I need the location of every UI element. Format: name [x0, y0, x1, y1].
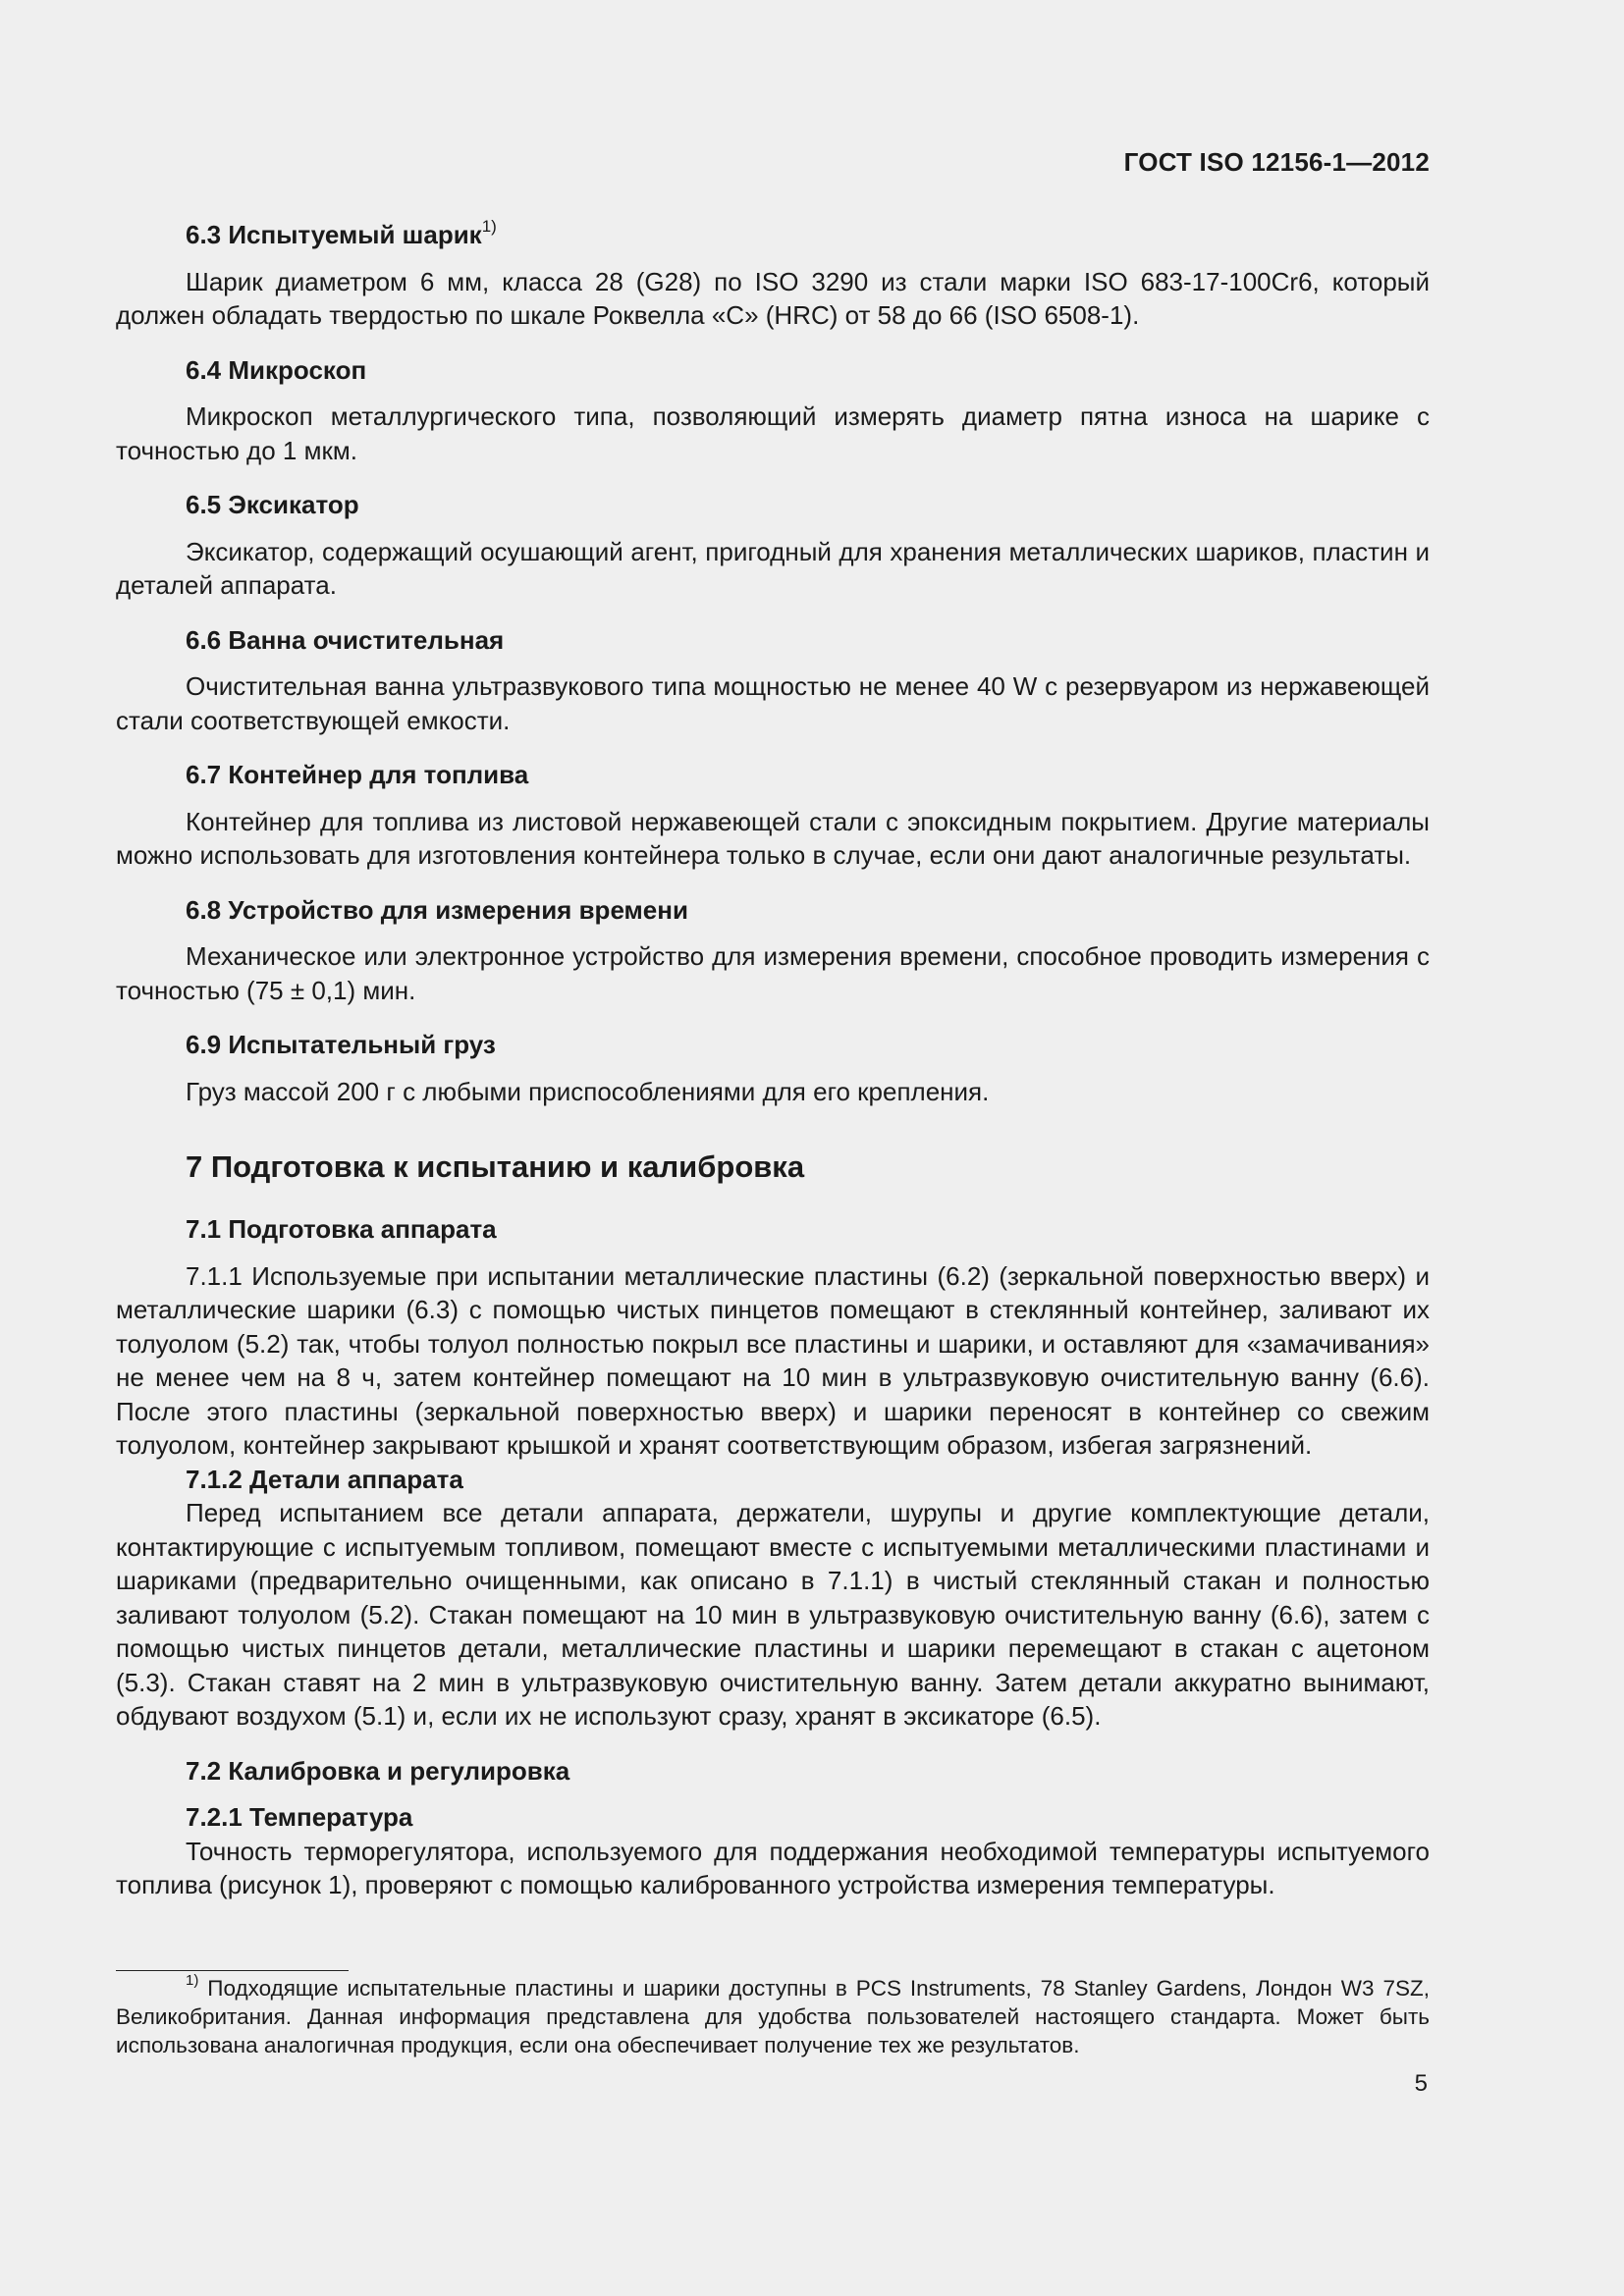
section-6-5-heading: 6.5 Эксикатор [186, 490, 359, 519]
section-7-2-1-heading: 7.2.1 Температура [186, 1802, 413, 1832]
section-7-1-1-text: 7.1.1 Используемые при испытании металлические пластины (6.2) (зеркальной поверхностью вверх) и металлические шарики (6.3) с помощью чистых пинцетов помещают в стеклянный контейнер, заливают их толуолом (5.2) так, чтобы толуол полностью покрыл все пластины и шарики, и оставляют для «замачивания» не менее чем на 8 ч, затем контейнер помещают на 10 мин в ультразвуковую очистительную ванну (6.6). После этого пластины (зеркальной поверхностью вверх) и шарики переносят в контейнер со свежим толуолом, контейнер закрывают крышкой и хранят соответствующим образом, избегая загрязнений. [116, 1260, 1430, 1460]
section-7-2-1-text: Точность терморегулятора, используемого для поддержания необходимой температуры испытуемого топлива (рисунок 1), проверяют с помощью калиброванного устройства измерения температуры. [116, 1836, 1430, 1899]
footnote [116, 1971, 1430, 2059]
document-body [116, 218, 1430, 1902]
standard-code-header: ГОСТ ISO 12156-1—2012 [1123, 147, 1430, 177]
footnote-separator [116, 1970, 349, 1971]
section-7-1-heading: 7.1 Подготовка аппарата [186, 1214, 497, 1244]
section-6-9-text: Груз массой 200 г с любыми приспособлениями для его крепления. [186, 1076, 990, 1106]
section-6-7-heading: 6.7 Контейнер для топлива [186, 760, 529, 789]
section-6-4-text: Микроскоп металлургического типа, позволяющий измерять диаметр пятна износа на шарике с точностью до 1 мкм. [116, 401, 1430, 465]
footnote-text: Подходящие испытательные пластины и шарики доступны в PCS Instruments, 78 Stanley Gardens, Лондон W3 7SZ, Великобритания. Данная информация представлена для удобства пользователей настоящего стандарта. Может быть использована аналогичная продукция, если она обеспечивает получение тех же результатов. [116, 1976, 1430, 2057]
section-6-3-heading [116, 218, 1430, 252]
section-7-2-heading: 7.2 Калибровка и регулировка [186, 1755, 570, 1786]
section-7-1-2-text: Перед испытанием все детали аппарата, держатели, шурупы и другие комплектующие детали, контактирующие с испытуемым топливом, помещают вместе с испытуемыми металлическими пластинами и шариками (предварительно очищенными, как описано в 7.1.1) в чистый стеклянный стакан и полностью заливают толуолом (5.2). Стакан помещают на 10 мин в ультразвуковую очистительную ванну (6.6), затем с помощью чистых пинцетов детали, металлические пластины и шарики перемещают в стакан с ацетоном (5.3). Стакан ставят на 2 мин в ультразвуковую очистительную ванну. Затем детали аккуратно вынимают, обдувают воздухом (5.1) и, если их не используют сразу, хранят в эксикаторе (6.5). [116, 1498, 1430, 1731]
footnote-reference: 1) [481, 217, 497, 237]
section-7-heading: 7 Подготовка к испытанию и калибровка [186, 1149, 805, 1184]
section-6-7-text: Контейнер для топлива из листовой нержавеющей стали с эпоксидным покрытием. Другие материалы можно использовать для изготовления контейнера только в случае, если они дают аналогичные результаты. [116, 806, 1430, 870]
section-6-3-title: 6.3 Испытуемый шарик [186, 220, 482, 249]
footnote-mark: 1) [186, 1971, 199, 1989]
section-6-4-heading: 6.4 Микроскоп [186, 354, 367, 385]
section-6-6-text: Очистительная ванна ультразвукового типа мощностью не менее 40 W с резервуаром из нержавеющей стали соответствующей емкости. [116, 671, 1430, 735]
section-6-8-text: Механическое или электронное устройство для измерения времени, способное проводить измерения с точностью (75 ± 0,1) мин. [116, 941, 1430, 1005]
section-6-6-heading: 6.6 Ванна очистительная [186, 624, 505, 655]
section-7-1-2-heading: 7.1.2 Детали аппарата [186, 1464, 463, 1494]
section-6-9-heading: 6.9 Испытательный груз [186, 1030, 496, 1059]
section-6-5-text: Эксикатор, содержащий осушающий агент, пригодный для хранения металлических шариков, пластин и деталей аппарата. [116, 536, 1430, 600]
section-6-8-heading: 6.8 Устройство для измерения времени [186, 894, 688, 925]
section-6-3-text: Шарик диаметром 6 мм, класса 28 (G28) по ISO 3290 из стали марки ISO 683-17-100Cr6, который должен обладать твердостью по шкале Роквелла «С» (HRC) от 58 до 66 (ISO 6508-1). [116, 266, 1430, 330]
page-number: 5 [1414, 2070, 1428, 2097]
